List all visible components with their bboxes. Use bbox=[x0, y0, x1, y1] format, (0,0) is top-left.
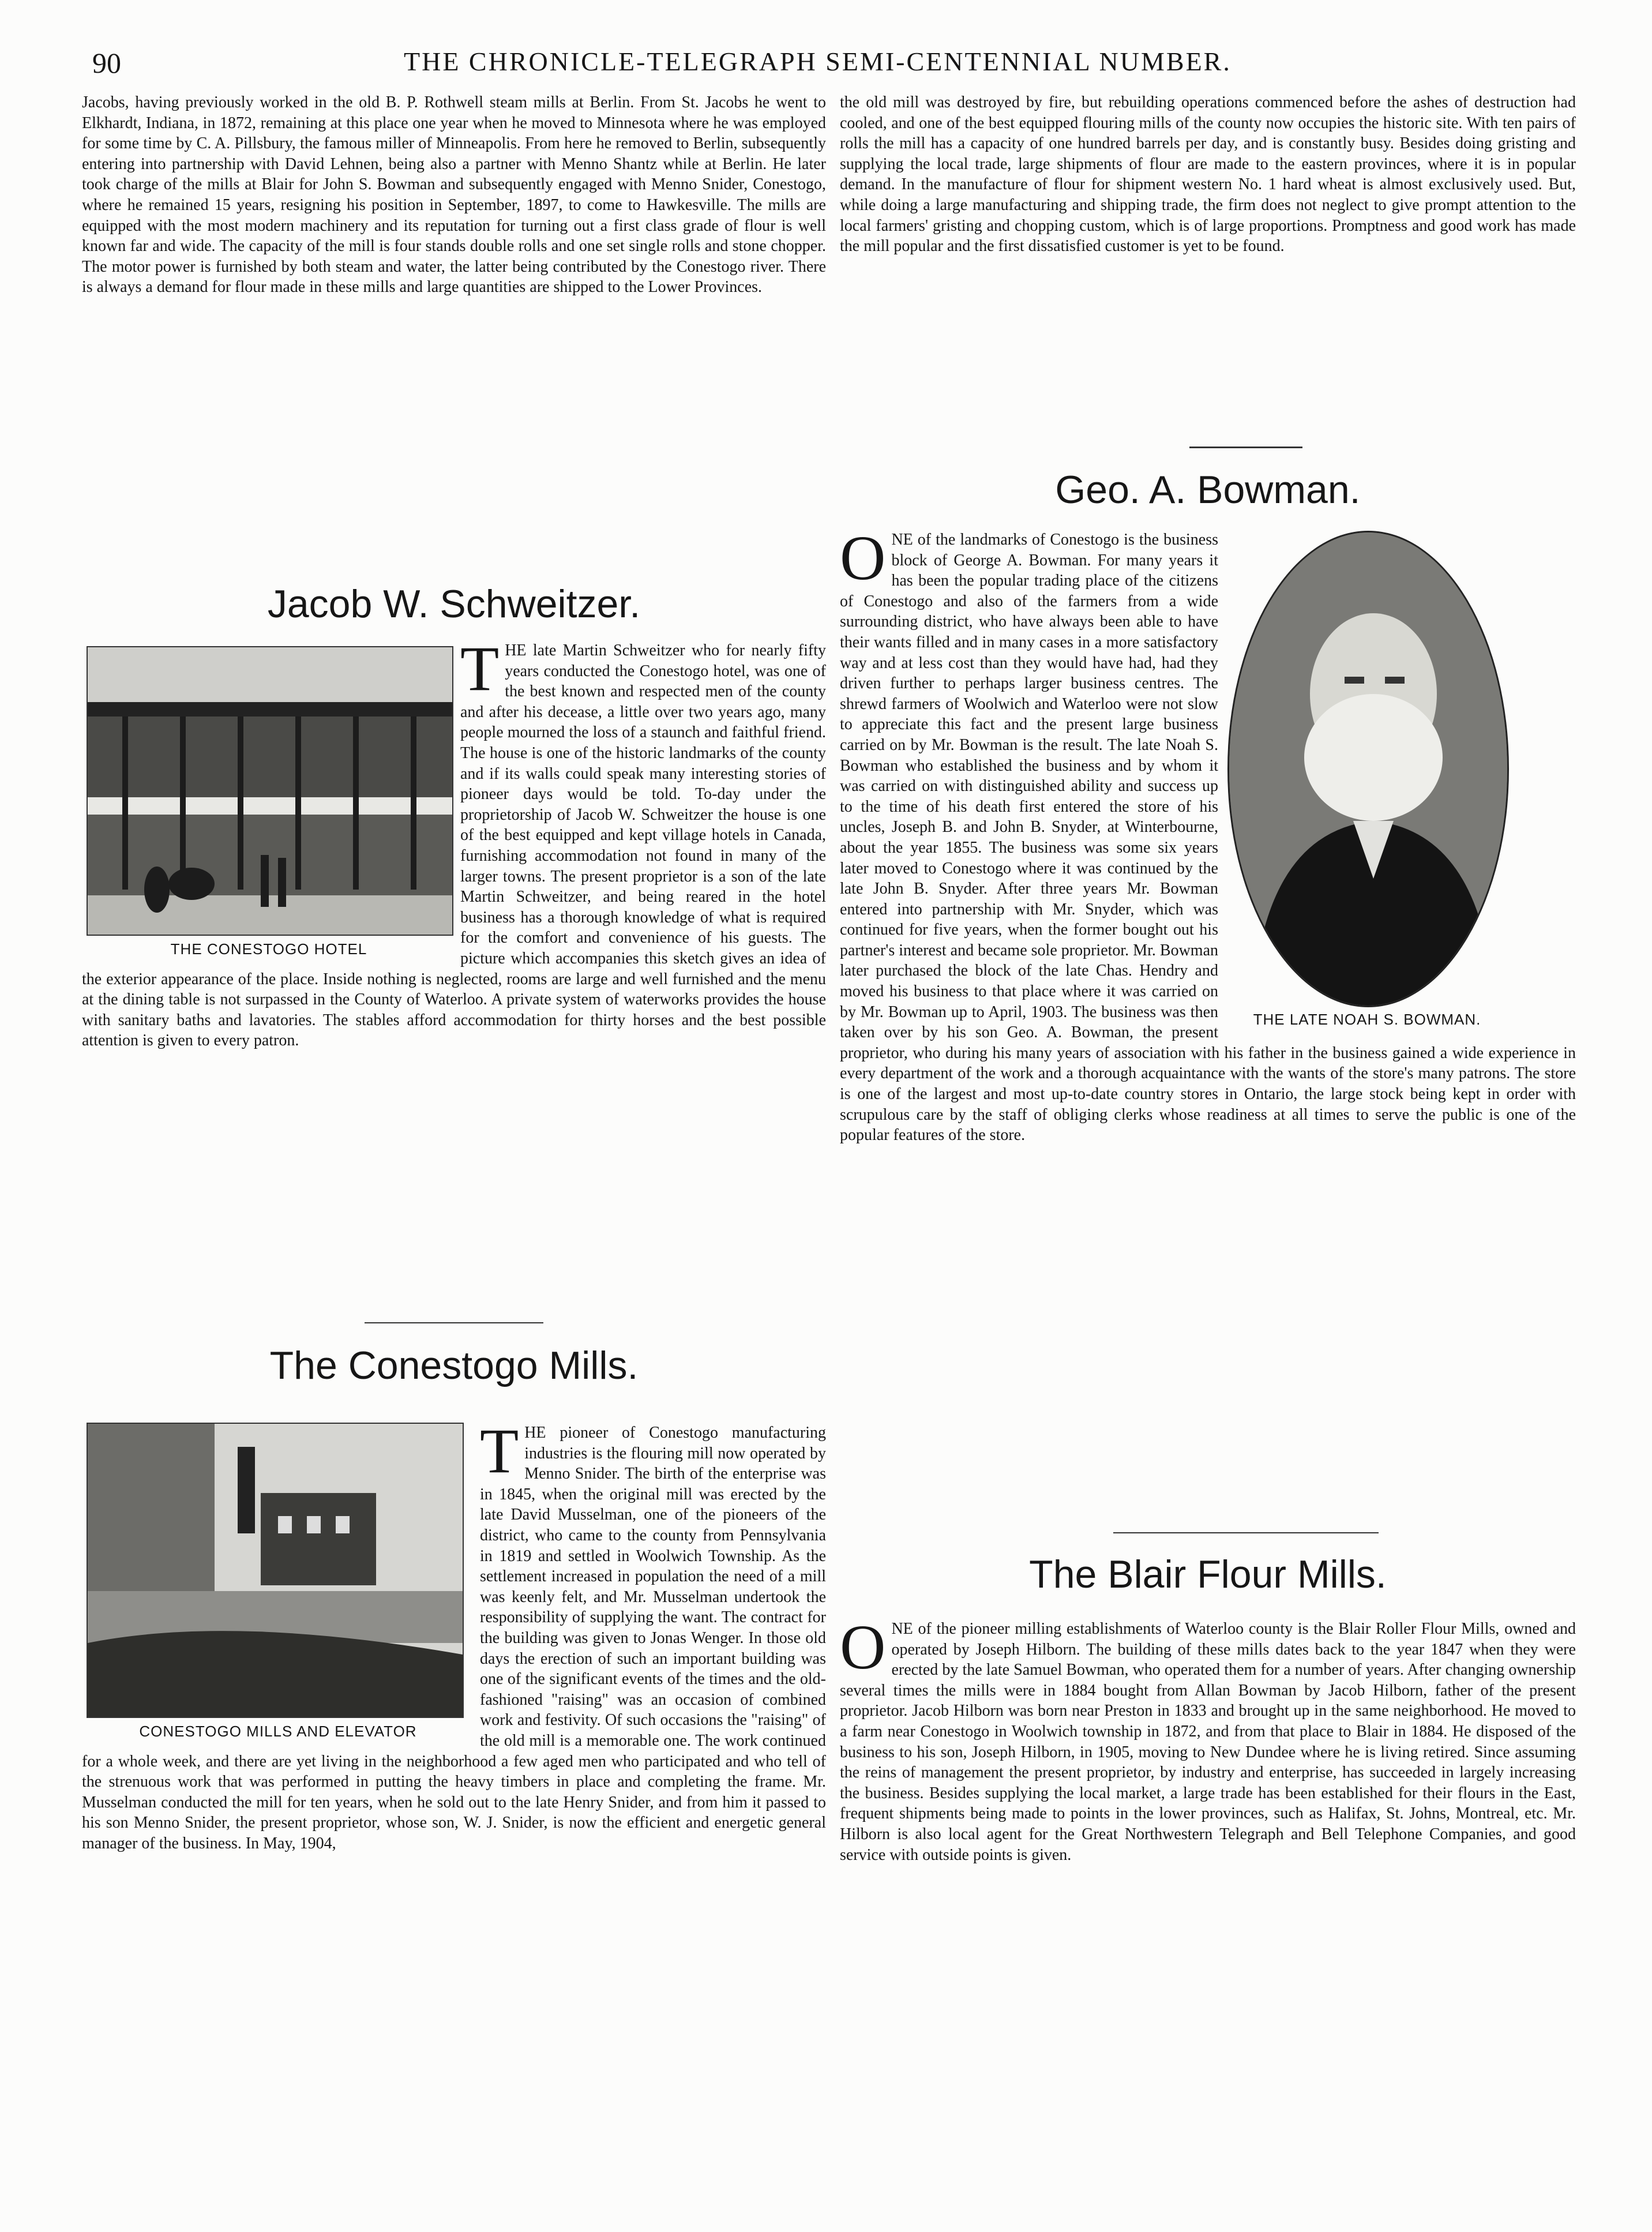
bowman-heading: Geo. A. Bowman. bbox=[1055, 468, 1361, 512]
conestogo-mills-body: HE pioneer of Conestogo manufacturing industries is the flouring mill now operated by Menno Snider. The birth of the enterprise was in 1845, when the original mill was erected by the late David Musselman, one of the pioneers of the district, who came to the county from Pennsylvania in 1819 and settled in Woolwich Township. As the settlement increased in population the need of a mill was keenly felt, and Mr. Musselman undertook the responsibility of supplying the want. The contract for the building was given to Jonas Wenger. In those old days the erection of such an important building was one of the significant events of the times and the old-fashioned "raising" was an occasion of combined work and festivity. Of such occasions the "raising" of the old mill is a memorable one. The work continued for a whole week, and there are yet living in the neighborhood a few aged men who participated and who tell of the strenuous work that was performed in putting the heavy timbers in place and completing the frame. Mr. Musselman conducted the mill for ten years, when he sold out to the late Henry Snider, and from him it passed to his son Menno Snider, the present proprietor, whose son, W. J. Snider, is now the efficient and energetic general manager of the business. In May, 1904, bbox=[82, 1424, 826, 1852]
schweitzer-drop-cap: T bbox=[460, 633, 500, 704]
conestogo-mills-caption: CONESTOGO MILLS AND ELEVATOR bbox=[139, 1723, 417, 1740]
schweitzer-heading: Jacob W. Schweitzer. bbox=[267, 582, 641, 626]
bowman-drop-cap: O bbox=[840, 523, 886, 593]
section-divider bbox=[1189, 447, 1302, 448]
schweitzer-body: HE late Martin Schweitzer who for nearly fifty years conducted the Conestogo hotel, was one of the best known and respected men of the county and after his decease, a little over two years ago, many people mourned the loss of a staunch and faithful friend. The house is one of the historic landmarks of the county and if its walls could speak many interesting stories of pioneer days would be told. To-day under the proprietorship of Jacob W. Schweitzer the house is one of the best equipped and kept village hotels in Canada, furnishing accommodation not found in many of the larger towns. The present proprietor is a son of the late Martin Schweitzer, and being reared in the hotel business has a thorough knowledge of what is required for the comfort and convenience of his guests. The picture which accompanies this sketch gives an idea of the exterior appearance of the place. Inside nothing is neglected, rooms are large and well furnished and the menu at the dining table is not surpassed in the County of Waterloo. A private system of waterworks provides the house with sanitary baths and lavatories. The stables afford accommodation for thirty horses and the best possible attention is given to every patron. bbox=[82, 642, 826, 1050]
conestogo-mills-article bbox=[82, 1416, 826, 1854]
blair-drop-cap: O bbox=[840, 1612, 886, 1682]
section-divider bbox=[365, 1322, 543, 1323]
conestogo-mills-continuation bbox=[840, 92, 1576, 257]
blair-body: NE of the pioneer milling establishments of Waterloo county is the Blair Roller Flour Mills, owned and operated by Joseph Hilborn. The building of these mills dates back to the year 1847 when they were erected by the late Samuel Bowman, who operated them for a number of years. After changing ownership several times the mills were in 1884 bought from Allan Bowman by Jacob Hilborn, father of the present proprietor. Jacob Hilborn was born near Preston in 1833 and brought up in the same neighborhood. He moved to a farm near Conestogo in Woolwich township in 1872, and from that place to Blair in 1884. He disposed of the business to his son, Joseph Hilborn, in 1905, moving to New Dundee where he is living retired. Since assuming the reins of management the present proprietor, by industry and enterprise, has succeeded in largely increasing the business. Besides supplying the local market, a large trade has been established for their flours in the East, frequent shipments being made to points in the lower provinces, such as Halifax, St. Johns, Montreal, etc. Mr. Hilborn is also local agent for the Great Northwestern Telegraph and Bell Telephone Companies, and good service with outside points is given. bbox=[840, 1620, 1576, 1864]
intro-paragraph: Jacobs, having previously worked in the old B. P. Rothwell steam mills at Berlin. From St. Jacobs he went to Elkhardt, Indiana, in 1872, remaining at this place one year when he moved to Minnesota where he was employed for some time by C. A. Pillsbury, the famous miller of Minneapolis. From here he removed to Berlin, subsequently entering into partnership with David Lehnen, being also a partner with Menno Shantz while at Berlin. He later took charge of the mills at Blair for John S. Bowman and subsequently engaged with Menno Snider, Conestogo, where he remained 15 years, resigning his position in September, 1897, to come to Hawkesville. The mills are equipped with the most modern machinery and its reputation for turning out a first class grade of flour is well known far and wide. The capacity of the mill is four stands double rolls and one set single rolls and stone chopper. The motor power is furnished by both steam and water, the latter being contributed by the Conestogo river. There is always a demand for flour made in these mills and large quantities are shipped to the Lower Provinces. bbox=[82, 93, 826, 297]
section-divider bbox=[1113, 1532, 1379, 1533]
bowman-body: NE of the landmarks of Conestogo is the business block of George A. Bowman. For many years it has been the popular trading place of the citizens of Conestogo and also of the farmers from a wide surrounding district, who have always been able to have their wants filled and in many cases in a more satisfactory way and at less cost than they would have had, had they driven further to perhaps larger business centres. The shrewd farmers of Woolwich and Waterloo were not slow to appreciate this fact and the present large business carried on by Mr. Bowman is the result. The late Noah S. Bowman who established the business and by whom it was carried on with distinguished ability and success up to the time of his death first entered the store of his uncles, Joseph B. and John B. Snyder, at Winterbourne, about the year 1855. The business was some six years later moved to Conestogo where it was continued by the late John B. Snyder. After three years Mr. Bowman entered into partnership with Mr. Snyder, which was continued for five years, when the former bought out his partner's interest and became sole proprietor. Mr. Bowman later purchased the block of the late Chas. Hendry and moved his business to that place where it was carried on by Mr. Bowman up to April, 1903. The business was then taken over by his son Geo. A. Bowman, the present proprietor, who during his many years of association with his father in the business gained a wide experience in every department of the work and a thorough acquaintance with the wants of the store's many patrons. The store is one of the largest and most up-to-date country stores in Ontario, the large stock being kept in order with scrupulous care by the staff of obliging clerks whose readiness at all times to serve the public is one of the popular features of the store. bbox=[840, 531, 1576, 1145]
page-number: 90 bbox=[92, 47, 121, 79]
conestogo-mills-heading: The Conestogo Mills. bbox=[269, 1344, 639, 1387]
blair-article bbox=[840, 1612, 1576, 1865]
conestogo-hotel-caption: THE CONESTOGO HOTEL bbox=[170, 940, 367, 958]
conestogo-mills-drop-cap: T bbox=[480, 1416, 519, 1486]
schweitzer-article bbox=[82, 633, 826, 1051]
running-head: THE CHRONICLE-TELEGRAPH SEMI-CENTENNIAL NUMBER. bbox=[404, 47, 1232, 76]
intro-continuation bbox=[82, 92, 826, 298]
noah-bowman-caption: THE LATE NOAH S. BOWMAN. bbox=[1253, 1011, 1481, 1028]
bowman-article bbox=[840, 523, 1576, 1146]
blair-heading: The Blair Flour Mills. bbox=[1029, 1552, 1387, 1596]
conestogo-mills-continued-paragraph: the old mill was destroyed by fire, but rebuilding operations commenced before the ashes of destruction had cooled, and one of the best equipped flouring mills of the county now occupies the historic site. With ten pairs of rolls the mill has a capacity of one hundred barrels per day, and is constantly busy. Besides doing gristing and supplying the local trade, large shipments of flour are made to the eastern provinces, where it is in popular demand. In the manufacture of flour for shipment western No. 1 hard wheat is almost exclusively used. But, while doing a large manufacturing and shipping trade, the firm does not neglect to give prompt attention to the local farmers' gristing and chopping custom, which is of large proportions. Promptness and good work has made the mill popular and the first dissatisfied customer is yet to be found. bbox=[840, 93, 1576, 256]
